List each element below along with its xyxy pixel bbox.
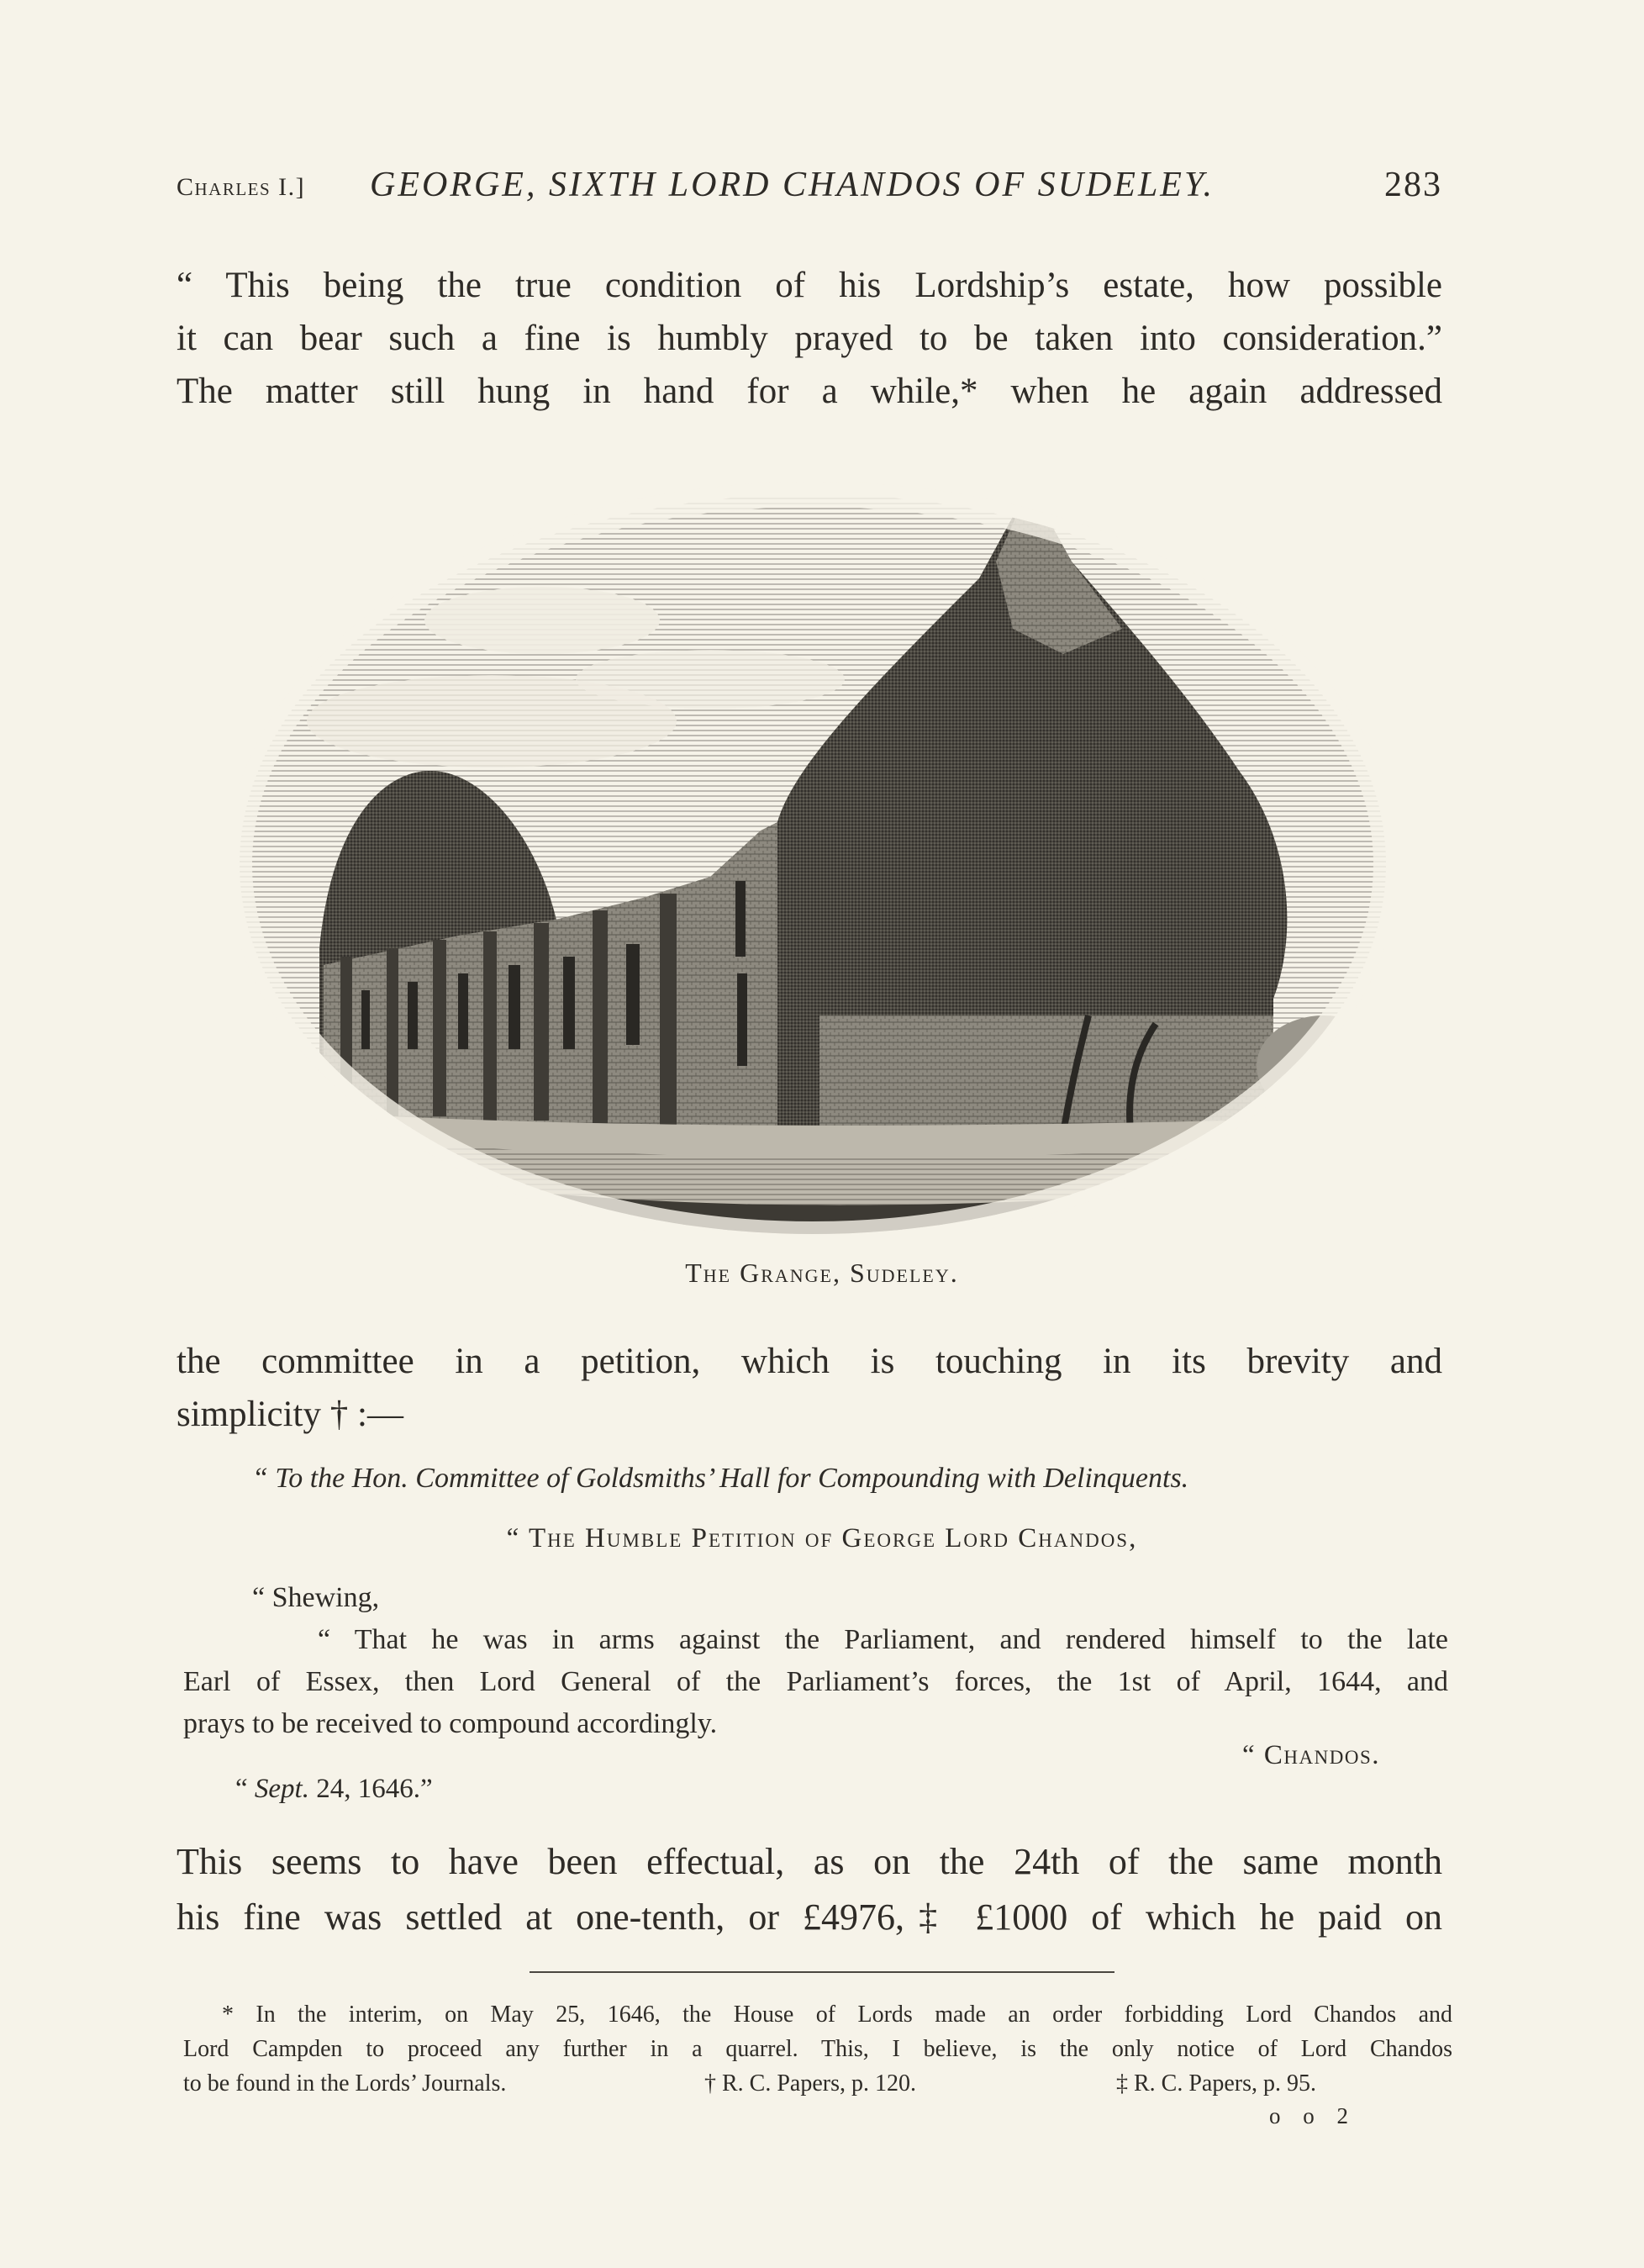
footnote-double-dagger: ‡ R. C. Papers, p. 95.	[1116, 2070, 1316, 2097]
grange-illustration	[240, 461, 1387, 1234]
date-prefix: “	[235, 1774, 255, 1804]
date-month: Sept.	[254, 1774, 309, 1804]
footnote-line: * In the interim, on May 25, 1646, the House of Lords made an order forbidding Lord Chandos and	[222, 2002, 1452, 2028]
petition-signature: “ Chandos.	[1242, 1740, 1380, 1770]
date-rest: 24, 1646.”	[308, 1774, 433, 1804]
footnote-journals: to be found in the Lords’ Journals.	[183, 2070, 507, 2097]
text-line: “ This being the true condition of his Lordship’s estate, how possible	[177, 266, 1442, 305]
footnote-line: Lord Campden to proceed any further in a quarrel. This, I believe, is the only notice of Lord Chandos	[183, 2036, 1452, 2062]
footnote-rule	[530, 1971, 1114, 1973]
text-line: the committee in a petition, which is touching in its brevity and	[177, 1342, 1442, 1381]
signature-mark: o o 2	[1269, 2103, 1357, 2128]
petition-address: “ To the Hon. Committee of Goldsmiths’ Hall for Compounding with Delinquents.	[252, 1463, 1189, 1494]
text-line: “ That he was in arms against the Parliament, and rendered himself to the late	[318, 1624, 1448, 1655]
footnote-last-row	[183, 2066, 1452, 2101]
petition-body	[183, 1619, 1448, 1745]
text-line: Earl of Essex, then Lord General of the Parliament’s forces, the 1st of April, 1644, and	[183, 1666, 1448, 1697]
paragraph-estate	[177, 259, 1442, 418]
footnotes	[183, 1997, 1452, 2101]
figure-caption: The Grange, Sudeley.	[685, 1258, 959, 1288]
text-line: it can bear such a fine is humbly prayed to be taken into consideration.”	[177, 319, 1442, 358]
text-line: This seems to have been effectual, as on the 24th of the same month	[177, 1841, 1442, 1882]
running-header	[177, 165, 1442, 215]
text-line: The matter still hung in hand for a while,* when he again addressed	[177, 372, 1442, 411]
petition-title: “ The Humble Petition of George Lord Chandos,	[506, 1523, 1138, 1553]
paragraph-fine	[177, 1834, 1442, 1945]
page-number: 283	[1384, 166, 1442, 204]
footnote-dagger: † R. C. Papers, p. 120.	[704, 2070, 916, 2097]
petition-shewing: “ Shewing,	[252, 1582, 380, 1613]
header-section: Charles I.]	[177, 173, 306, 201]
paragraph-committee	[177, 1335, 1442, 1441]
header-title: GEORGE, SIXTH LORD CHANDOS OF SUDELEY.	[370, 166, 1215, 204]
text-line: prays to be received to compound accordingly.	[183, 1708, 718, 1739]
engraving-the-grange	[240, 461, 1387, 1234]
text-line: simplicity † :—	[177, 1395, 403, 1434]
text-line: his fine was settled at one-tenth, or £4976,‡ £1000 of which he paid on	[177, 1896, 1442, 1938]
petition-date	[235, 1774, 433, 1805]
